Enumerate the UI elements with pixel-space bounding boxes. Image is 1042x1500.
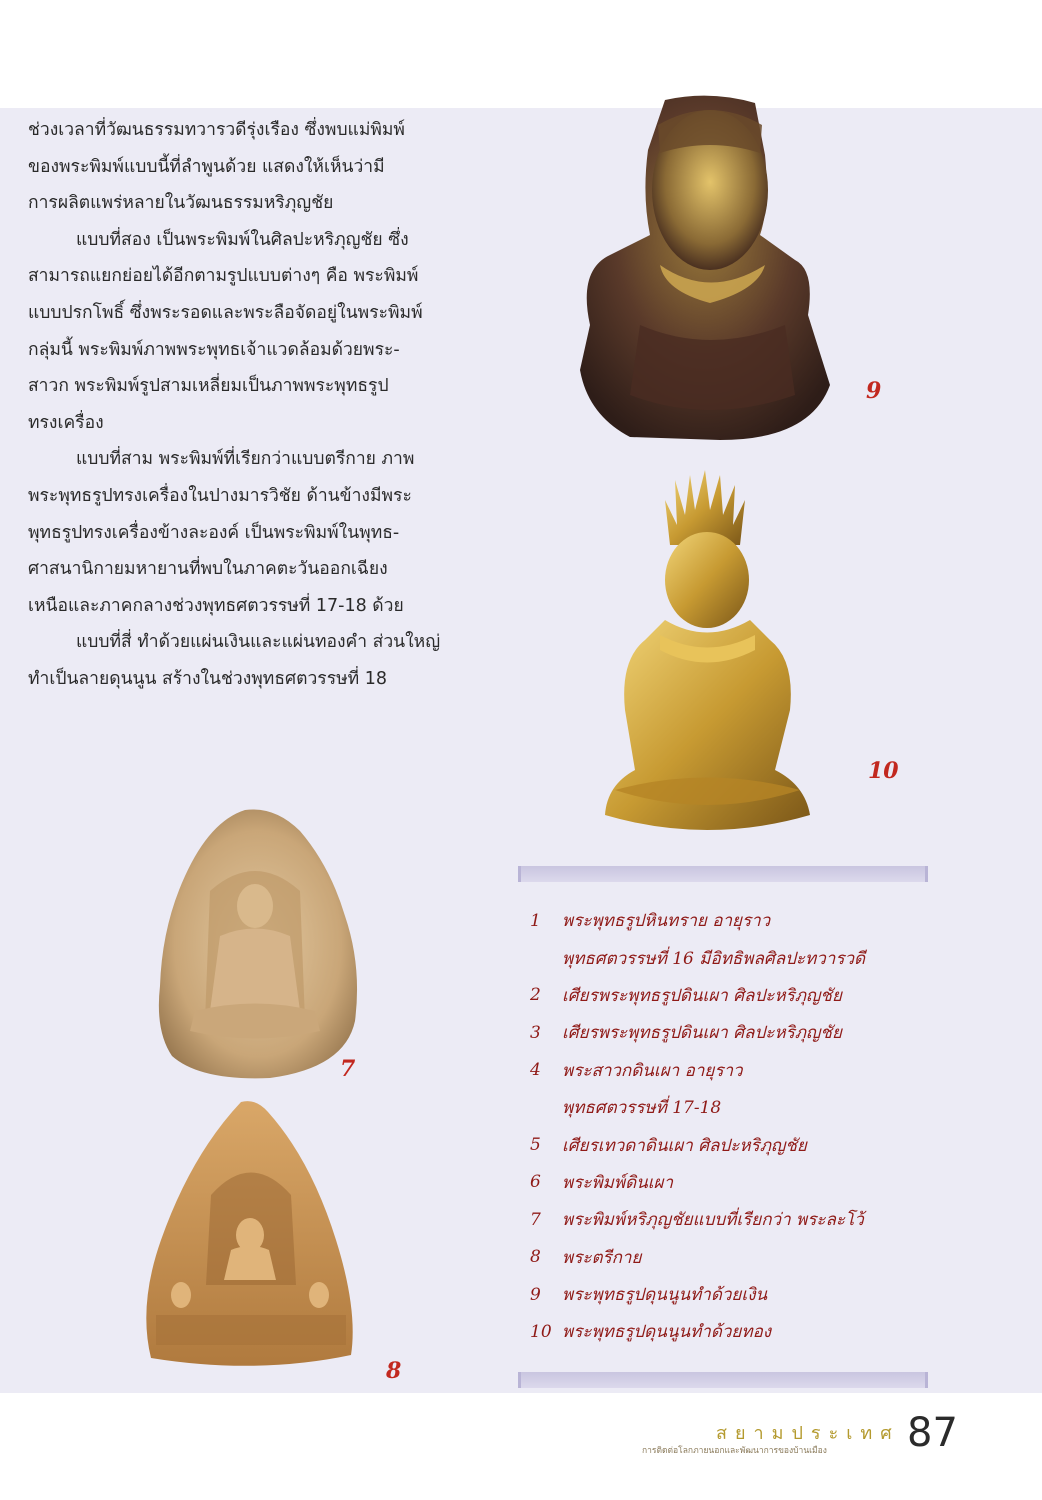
body-line: สามารถแยกย่อยได้อีกตามรูปแบบต่างๆ คือ พระพิมพ์	[28, 266, 419, 287]
magazine-title: สยามประเทศ	[716, 1423, 900, 1444]
figure-10-number: 10	[868, 758, 899, 784]
body-line: แบบปรกโพธิ์ ซึ่งพระรอดและพระลือจัดอยู่ในพระพิมพ์	[28, 302, 423, 323]
body-line: ศาสนานิกายมหายานที่พบในภาคตะวันออกเฉียง	[28, 559, 388, 580]
caption-text: พุทธศตวรรษที่ 17-18	[562, 1098, 722, 1119]
body-line: สาวก พระพิมพ์รูปสามเหลี่ยมเป็นภาพพระพุทธรูป	[28, 376, 389, 397]
body-line: แบบที่สี่ ทำด้วยแผ่นเงินและแผ่นทองคำ ส่วนใหญ่	[76, 632, 441, 653]
body-line: เหนือและภาคกลางช่วงพุทธศตวรรษที่ 17-18 ด้วย	[28, 595, 404, 616]
caption-box-top-rule	[518, 866, 928, 882]
caption-text: พระพิมพ์ดินเผา	[562, 1172, 674, 1193]
body-line: แบบที่สอง เป็นพระพิมพ์ในศิลปะหริภุญชัย ซึ่ง	[76, 229, 409, 250]
caption-text: เศียรเทวดาดินเผา ศิลปะหริภุญชัย	[562, 1135, 807, 1156]
figure-9-number: 9	[866, 378, 882, 404]
caption-number: 6	[530, 1172, 541, 1193]
figure-10-gold-buddha-image	[595, 470, 825, 840]
caption-number: 2	[530, 985, 541, 1006]
body-line: ทำเป็นลายดุนนูน สร้างในช่วงพุทธศตวรรษที่ 18	[28, 668, 387, 689]
body-line: ทรงเครื่อง	[28, 412, 104, 433]
caption-number: 9	[530, 1284, 541, 1305]
body-line: ของพระพิมพ์แบบนี้ที่ลำพูนด้วย แสดงให้เห็นว่ามี	[28, 156, 385, 177]
body-line: การผลิตแพร่หลายในวัฒนธรรมหริภุญชัย	[28, 193, 334, 214]
caption-text: พระพิมพ์หริภุญชัยแบบที่เรียกว่า พระละโว้	[562, 1210, 864, 1231]
figure-8-trikaya-tablet-image	[136, 1100, 364, 1375]
caption-number: 10	[530, 1321, 552, 1342]
body-line: ช่วงเวลาที่วัฒนธรรมทวารวดีรุ่งเรือง ซึ่งพบแม่พิมพ์	[28, 120, 405, 140]
caption-item	[530, 1089, 930, 1126]
body-line: กลุ่มนี้ พระพิมพ์ภาพพระพุทธเจ้าแวดล้อมด้วยพระ-	[28, 339, 400, 360]
caption-item	[530, 1014, 930, 1051]
figure-9-silver-buddha-image	[570, 95, 838, 445]
caption-text: พระพุทธรูปดุนนูนทำด้วยเงิน	[562, 1285, 768, 1306]
caption-text: พระตรีกาย	[562, 1247, 642, 1268]
caption-text: พระพุทธรูปหินทราย อายุราว	[562, 911, 771, 932]
caption-text: เศียรพระพุทธรูปดินเผา ศิลปะหริภุญชัย	[562, 985, 842, 1006]
caption-item	[530, 1052, 930, 1089]
caption-item	[530, 1313, 930, 1350]
body-line: แบบที่สาม พระพิมพ์ที่เรียกว่าแบบตรีกาย ภาพ	[76, 449, 415, 470]
caption-text: พุทธศตวรรษที่ 16 มีอิทธิพลศิลปะทวารวดี	[562, 948, 866, 969]
caption-number: 5	[530, 1135, 541, 1156]
caption-number: 3	[530, 1022, 541, 1043]
caption-item	[530, 902, 930, 939]
article-body	[28, 112, 498, 698]
caption-text: พระพุทธรูปดุนนูนทำด้วยทอง	[562, 1322, 772, 1343]
figure-7-votive-tablet-image	[150, 806, 364, 1081]
page-number: 87	[907, 1410, 958, 1456]
caption-item	[530, 977, 930, 1014]
magazine-subtitle: การติดต่อโลกภายนอกและพัฒนาการของบ้านเมือง	[642, 1446, 827, 1456]
caption-text: พระสาวกดินเผา อายุราว	[562, 1060, 743, 1081]
caption-item	[530, 1126, 930, 1163]
caption-box-bottom-rule	[518, 1372, 928, 1388]
caption-number: 4	[530, 1060, 541, 1081]
caption-item	[530, 1276, 930, 1313]
body-line: พระพุทธรูปทรงเครื่องในปางมารวิชัย ด้านข้างมีพระ	[28, 485, 412, 506]
caption-number: 7	[530, 1209, 541, 1230]
caption-item	[530, 1239, 930, 1276]
caption-number: 8	[530, 1247, 541, 1268]
caption-number: 1	[530, 910, 541, 931]
body-line: พุทธรูปทรงเครื่องข้างละองค์ เป็นพระพิมพ์ในพุทธ-	[28, 522, 400, 543]
figure-8-number: 8	[386, 1358, 402, 1384]
caption-list	[530, 902, 930, 1351]
caption-item	[530, 939, 930, 976]
caption-text: เศียรพระพุทธรูปดินเผา ศิลปะหริภุญชัย	[562, 1023, 842, 1044]
figure-7-number: 7	[340, 1056, 356, 1082]
caption-item	[530, 1164, 930, 1201]
caption-item	[530, 1201, 930, 1238]
